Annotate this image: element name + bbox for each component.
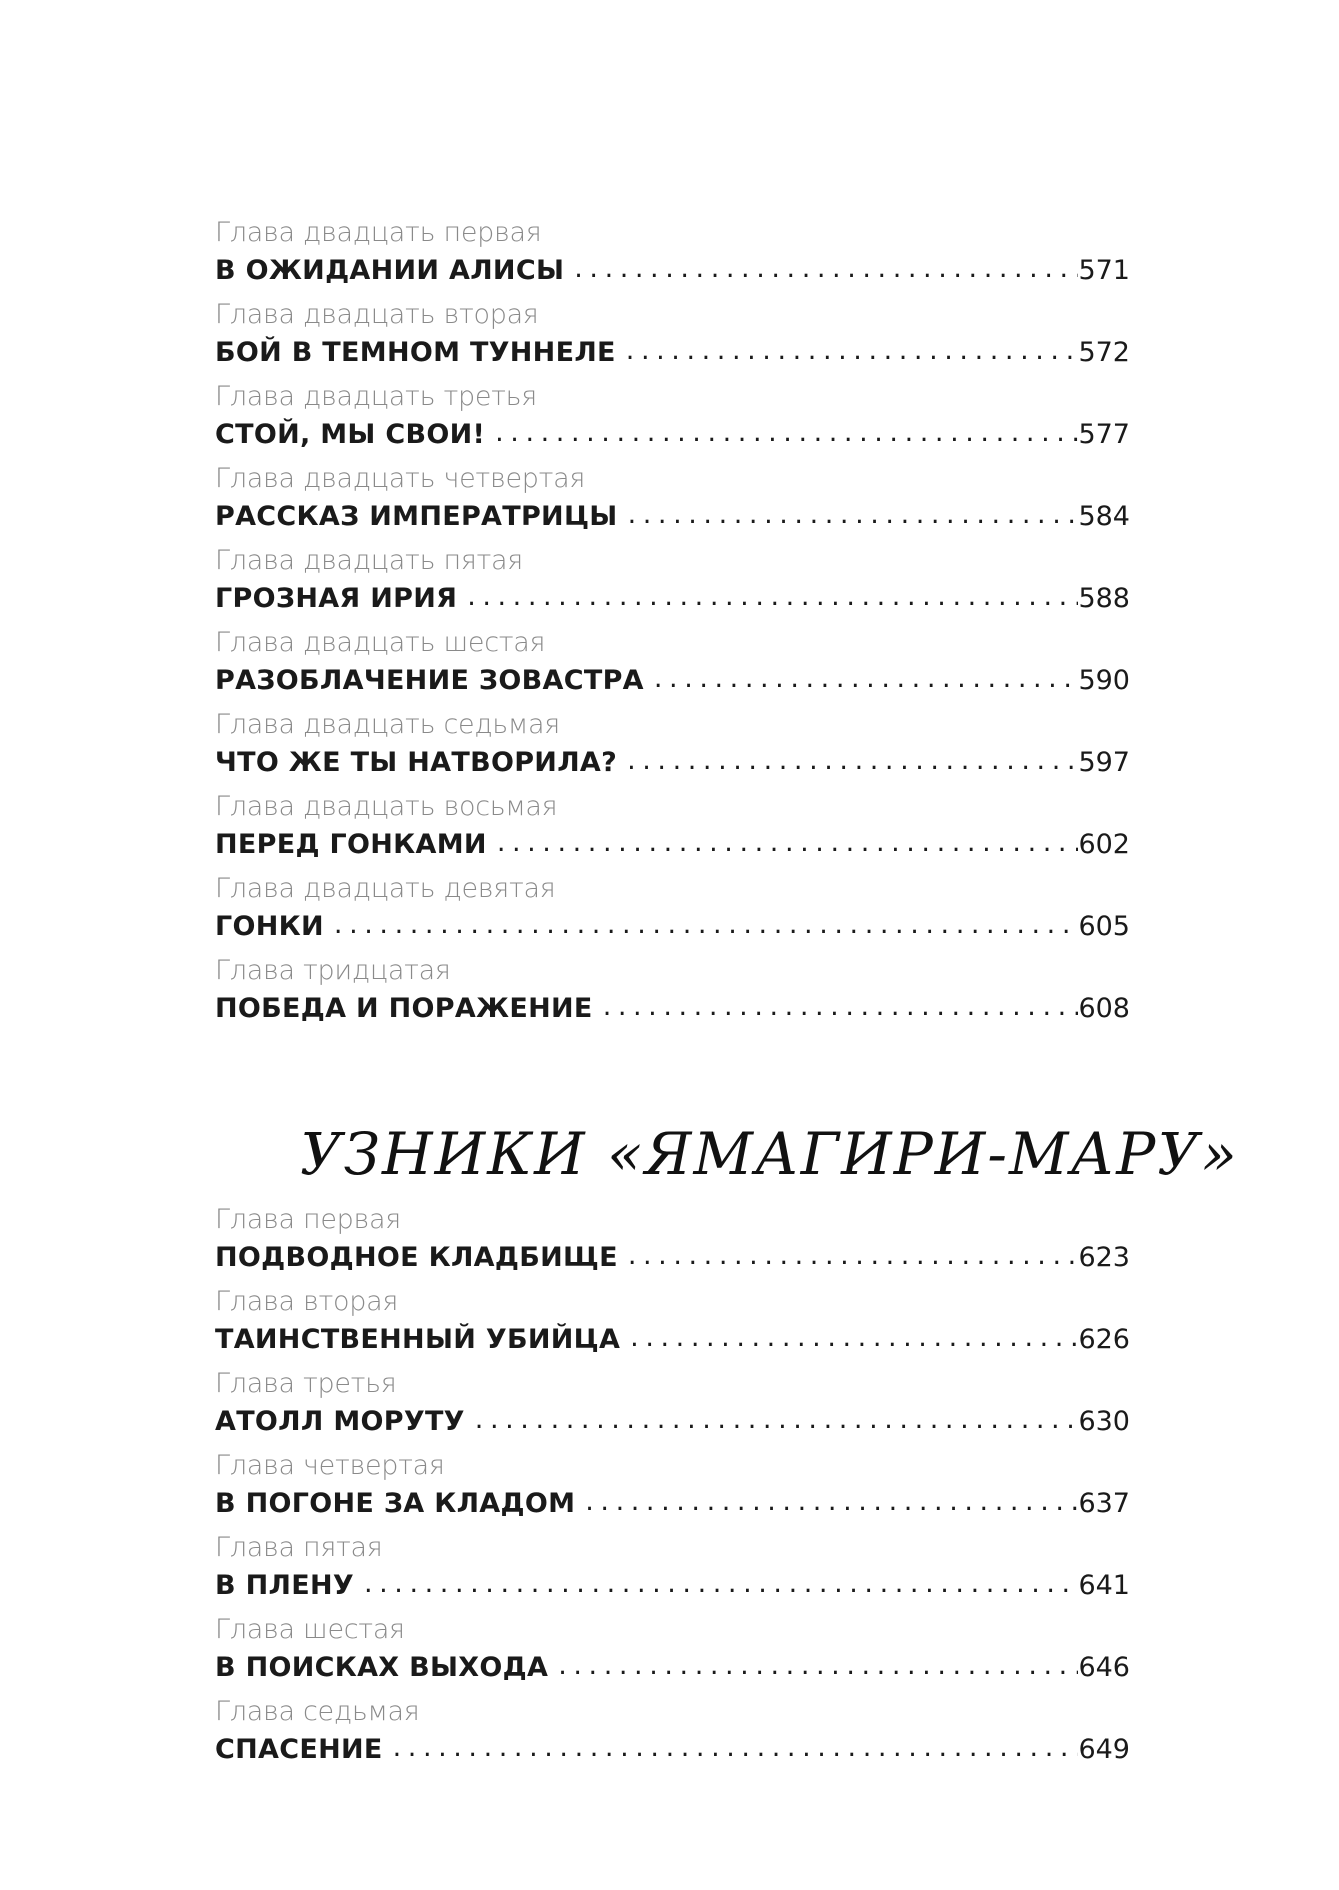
chapter-title[interactable]: В ОЖИДАНИИ АЛИСЫ [215,255,565,286]
chapter-title-line [215,743,1130,783]
dot-leader [465,1400,1079,1440]
toc-entry[interactable] [215,871,1130,953]
dot-leader [618,1236,1079,1276]
toc-entry[interactable] [215,625,1130,707]
chapter-title-line [215,1730,1130,1770]
chapter-label: Глава вторая [215,1286,399,1317]
dot-leader [644,659,1079,699]
chapter-label: Глава двадцать первая [215,217,542,248]
dot-leader [616,331,1079,371]
dot-leader [618,495,1079,535]
chapter-title[interactable]: РАССКАЗ ИМПЕРАТРИЦЫ [215,501,618,532]
toc-entry[interactable] [215,461,1130,543]
dot-leader [383,1728,1079,1768]
chapter-title[interactable]: РАЗОБЛАЧЕНИЕ ЗОВАСТРА [215,665,644,696]
toc-entry[interactable] [215,1448,1130,1530]
dot-leader [617,741,1078,781]
chapter-title-line [215,1566,1130,1606]
chapter-title-line [215,1402,1130,1442]
dot-leader [620,1318,1078,1358]
page-number: 572 [1078,337,1130,368]
page-number: 630 [1078,1406,1130,1437]
dot-leader [593,987,1079,1027]
page-number: 608 [1078,993,1130,1024]
chapter-title[interactable]: ПОДВОДНОЕ КЛАДБИЩЕ [215,1242,618,1273]
toc-entry[interactable] [215,1530,1130,1612]
page-number: 623 [1078,1242,1130,1273]
page-number: 637 [1078,1488,1130,1519]
chapter-title-line [215,907,1130,947]
chapter-title-line [215,579,1130,619]
chapter-title[interactable]: СТОЙ, МЫ СВОИ! [215,419,486,450]
toc-entry[interactable] [215,543,1130,625]
chapter-label: Глава первая [215,1204,401,1235]
chapter-title-line [215,497,1130,537]
toc-entry[interactable] [215,707,1130,789]
chapter-label: Глава двадцать четвертая [215,463,586,494]
toc-entry[interactable] [215,379,1130,461]
dot-leader [485,413,1078,453]
chapter-label: Глава двадцать восьмая [215,791,558,822]
toc-entry[interactable] [215,789,1130,871]
page-number: 590 [1078,665,1130,696]
dot-leader [324,905,1079,945]
page-number: 571 [1078,255,1130,286]
toc-list-part1 [215,215,1130,1035]
section-heading: УЗНИКИ «ЯМАГИРИ-МАРУ» [300,1120,1239,1188]
page-number: 577 [1078,419,1130,450]
chapter-title-line [215,825,1130,865]
chapter-label: Глава третья [215,1368,397,1399]
chapter-label: Глава шестая [215,1614,405,1645]
toc-list-part2 [215,1202,1130,1776]
chapter-title-line [215,1238,1130,1278]
chapter-title[interactable]: ГОНКИ [215,911,324,942]
chapter-label: Глава тридцатая [215,955,451,986]
dot-leader [487,823,1079,863]
chapter-title[interactable]: ГРОЗНАЯ ИРИЯ [215,583,458,614]
chapter-title[interactable]: В ПОИСКАХ ВЫХОДА [215,1652,549,1683]
chapter-title-line [215,661,1130,701]
toc-entry[interactable] [215,1202,1130,1284]
page-number: 626 [1078,1324,1130,1355]
chapter-title-line [215,251,1130,291]
chapter-title[interactable]: ПЕРЕД ГОНКАМИ [215,829,487,860]
page-number: 646 [1078,1652,1130,1683]
chapter-label: Глава пятая [215,1532,383,1563]
dot-leader [548,1646,1078,1686]
dot-leader [564,249,1078,289]
page-number: 597 [1078,747,1130,778]
chapter-title[interactable]: АТОЛЛ МОРУТУ [215,1406,465,1437]
chapter-label: Глава двадцать седьмая [215,709,560,740]
chapter-title-line [215,333,1130,373]
chapter-label: Глава двадцать шестая [215,627,546,658]
chapter-title[interactable]: ПОБЕДА И ПОРАЖЕНИЕ [215,993,593,1024]
chapter-title[interactable]: ЧТО ЖЕ ТЫ НАТВОРИЛА? [215,747,618,778]
page-number: 602 [1078,829,1130,860]
dot-leader [457,577,1078,617]
chapter-label: Глава двадцать третья [215,381,537,412]
chapter-title[interactable]: В ПОГОНЕ ЗА КЛАДОМ [215,1488,576,1519]
chapter-label: Глава двадцать девятая [215,873,556,904]
chapter-label: Глава четвертая [215,1450,445,1481]
page-number: 588 [1078,583,1130,614]
chapter-label: Глава двадцать пятая [215,545,523,576]
chapter-title-line [215,415,1130,455]
toc-entry[interactable] [215,1694,1130,1776]
toc-entry[interactable] [215,1284,1130,1366]
chapter-title-line [215,989,1130,1029]
chapter-title-line [215,1648,1130,1688]
chapter-title[interactable]: ТАИНСТВЕННЫЙ УБИЙЦА [215,1324,621,1355]
chapter-title-line [215,1484,1130,1524]
toc-entry[interactable] [215,297,1130,379]
dot-leader [575,1482,1078,1522]
chapter-title[interactable]: БОЙ В ТЕМНОМ ТУННЕЛЕ [215,337,616,368]
page-number: 649 [1078,1734,1130,1765]
dot-leader [354,1564,1078,1604]
page-number: 584 [1078,501,1130,532]
toc-entry[interactable] [215,1612,1130,1694]
chapter-title[interactable]: СПАСЕНИЕ [215,1734,383,1765]
page-number: 605 [1078,911,1130,942]
chapter-label: Глава седьмая [215,1696,420,1727]
toc-entry[interactable] [215,953,1130,1035]
chapter-title-line [215,1320,1130,1360]
chapter-title[interactable]: В ПЛЕНУ [215,1570,354,1601]
chapter-label: Глава двадцать вторая [215,299,539,330]
page-number: 641 [1078,1570,1130,1601]
toc-entry[interactable] [215,1366,1130,1448]
toc-entry[interactable] [215,215,1130,297]
